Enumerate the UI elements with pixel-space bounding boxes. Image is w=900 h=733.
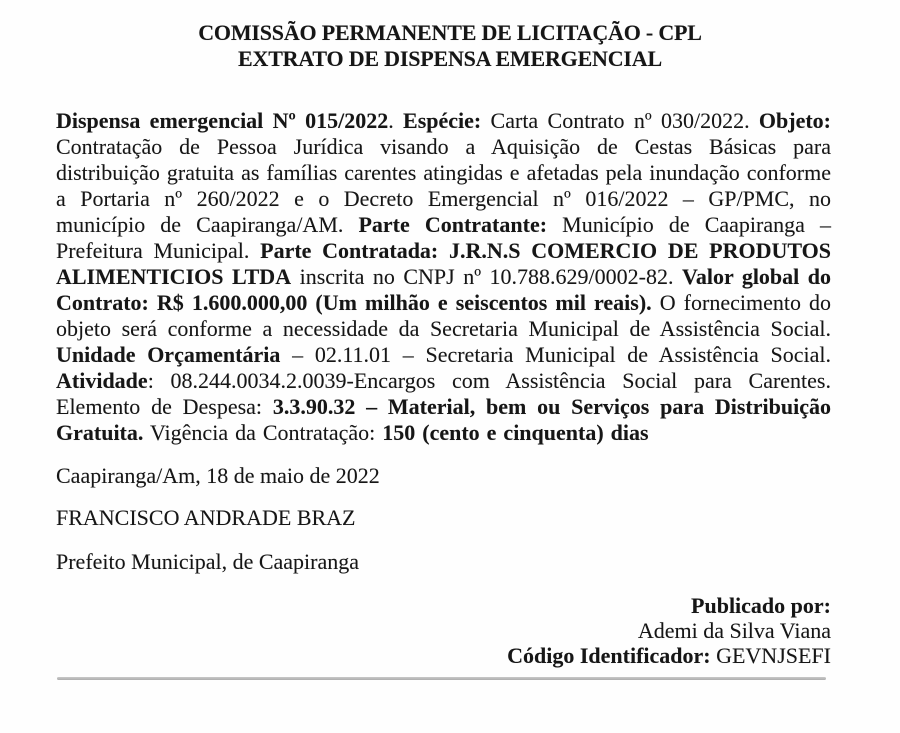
- paragraph-segment: Atividade: [56, 368, 148, 393]
- document-title-line2: EXTRATO DE DISPENSA EMERGENCIAL: [238, 46, 662, 71]
- identifier-line: [56, 643, 831, 668]
- paragraph-segment: Carta Contrato nº 030/2022.: [481, 108, 759, 133]
- paragraph-segment: – 02.11.01 – Secretaria Municipal de Assistência Social.: [280, 342, 831, 367]
- paragraph-segment: Dispensa emergencial Nº 015/2022: [56, 108, 389, 133]
- document-body: [56, 108, 831, 680]
- paragraph-segment: Município de Caapiranga – Prefeitura Municipal.: [56, 212, 831, 263]
- identifier-code: GEVNJSEFI: [716, 643, 831, 668]
- published-by-author: Ademi da Silva Viana: [637, 618, 831, 643]
- dateline: Caapiranga/Am, 18 de maio de 2022: [56, 463, 380, 488]
- paragraph-segment: inscrita no CNPJ nº 10.788.629/0002-82.: [291, 264, 682, 289]
- document-title-line1: COMISSÃO PERMANENTE DE LICITAÇÃO - CPL: [198, 20, 702, 45]
- paragraph-segment: Espécie:: [403, 108, 482, 133]
- identifier-label: Código Identificador:: [507, 643, 711, 668]
- published-by-label: Publicado por:: [691, 593, 831, 618]
- published-block: [56, 593, 831, 668]
- paragraph-segment: Valor global do Contrato: R$ 1.600.000,00 (Um milhão e seiscentos mil reais).: [56, 264, 832, 315]
- signer-title: Prefeito Municipal, de Caapiranga: [56, 549, 360, 574]
- paragraph-segment: Parte Contratada: J.R.N.S COMERCIO DE PRODUTOS ALIMENTICIOS LTDA: [56, 238, 831, 289]
- paragraph-segment: Unidade Orçamentária: [56, 342, 281, 367]
- paragraph-segment: Objeto:: [758, 108, 831, 133]
- bottom-divider: [57, 677, 826, 680]
- paragraph-segment: Parte Contratante:: [358, 212, 548, 237]
- paragraph-segment: O fornecimento do objeto será conforme a necessidade da Secretaria Municipal de Assistência Social.: [56, 290, 832, 341]
- document-title: [30, 20, 870, 72]
- paragraph-segment: .: [388, 108, 404, 133]
- body-paragraph: [56, 108, 831, 446]
- paragraph-segment: 150 (cento e cinquenta) dias: [382, 420, 649, 445]
- signer-name: FRANCISCO ANDRADE BRAZ: [56, 505, 356, 530]
- paragraph-segment: : 08.244.0034.2.0039-Encargos com Assistência Social para Carentes. Elemento de Despesa:: [56, 368, 831, 419]
- paragraph-segment: Contratação de Pessoa Jurídica visando a Aquisição de Cestas Básicas para distribuição gratuita as famílias carentes atingidas e afetadas pela inundação conforme a Portaria nº 260/2022 e o Decreto Emergencial nº 016/2022 – GP/PMC, no município de Caapiranga/AM.: [56, 134, 831, 237]
- paragraph-segment: 3.3.90.32 – Material, bem ou Serviços para Distribuição Gratuita.: [56, 394, 831, 445]
- paragraph-segment: Vigência da Contratação:: [143, 420, 383, 445]
